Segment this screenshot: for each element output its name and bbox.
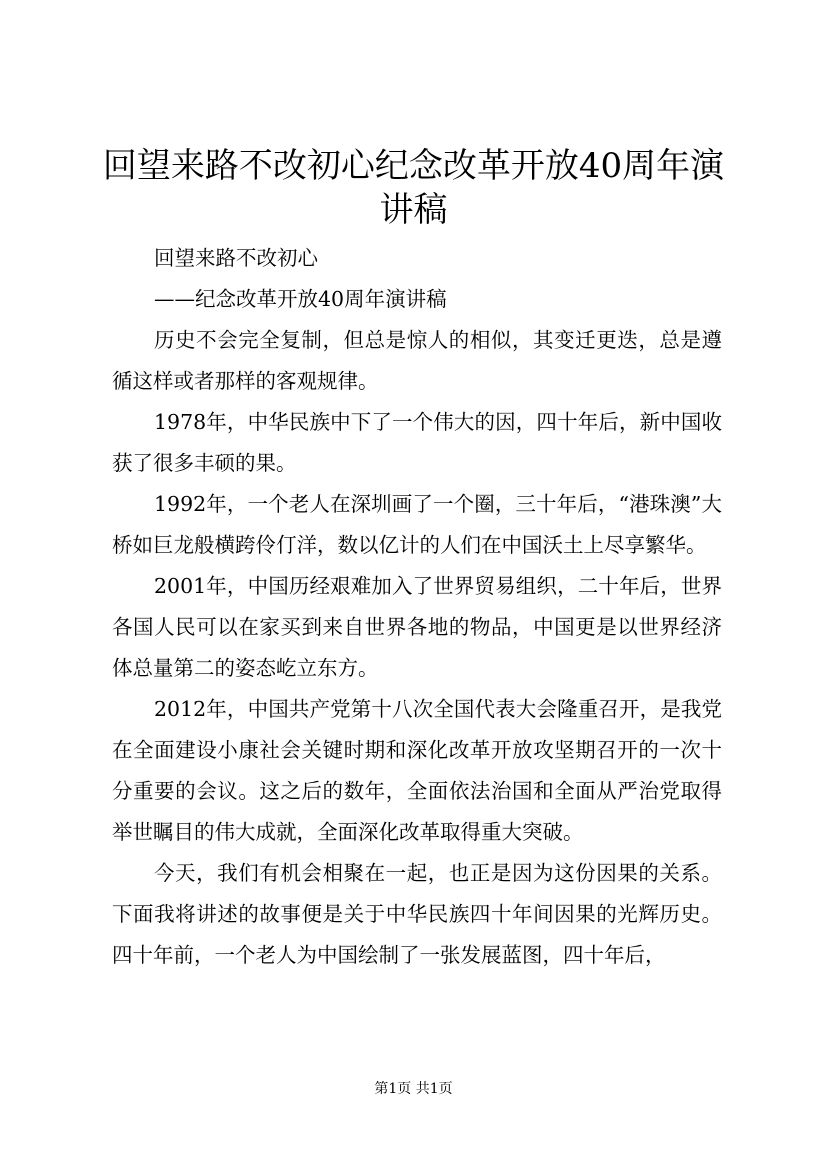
paragraph: 回望来路不改初心 bbox=[154, 246, 318, 270]
paragraph: 1992年，一个老人在深圳画了一个圈，三十年后，“港珠澳”大桥如巨龙般横跨伶仃洋，数以亿计的人们在中国沃土上尽享繁华。 bbox=[112, 492, 722, 557]
paragraph: 1978年，中华民族中下了一个伟大的因，四十年后，新中国收获了很多丰硕的果。 bbox=[112, 410, 722, 475]
document-body bbox=[112, 238, 722, 976]
document-title: 回望来路不改初心纪念改革开放40周年演讲稿 bbox=[102, 146, 725, 230]
page-footer: 第1页 共1页 bbox=[374, 1081, 453, 1097]
paragraph: 2012年，中国共产党第十八次全国代表大会隆重召开，是我党在全面建设小康社会关键时期和深化改革开放攻坚期召开的一次十分重要的会议。这之后的数年，全面依法治国和全面从严治党取得举世瞩目的伟大成就，全面深化改革取得重大突破。 bbox=[112, 697, 722, 844]
paragraph: 2001年，中国历经艰难加入了世界贸易组织，二十年后，世界各国人民可以在家买到来自世界各地的物品，中国更是以世界经济体总量第二的姿态屹立东方。 bbox=[112, 574, 722, 680]
paragraph: ——纪念改革开放40周年演讲稿 bbox=[154, 287, 447, 311]
paragraph: 今天，我们有机会相聚在一起，也正是因为这份因果的关系。下面我将讲述的故事便是关于中华民族四十年间因果的光辉历史。四十年前，一个老人为中国绘制了一张发展蓝图，四十年后， bbox=[112, 861, 722, 967]
paragraph: 历史不会完全复制，但总是惊人的相似，其变迁更迭，总是遵循这样或者那样的客观规律。 bbox=[112, 328, 722, 393]
